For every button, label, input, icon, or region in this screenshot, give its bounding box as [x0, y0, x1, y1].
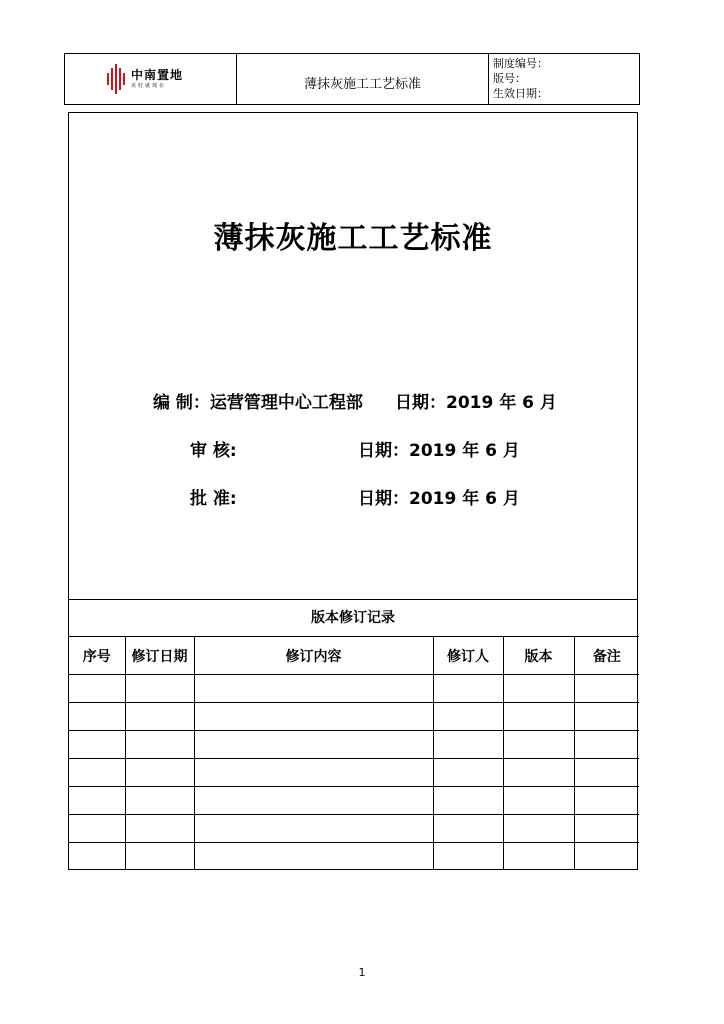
table-cell [433, 703, 503, 731]
table-cell [574, 703, 639, 731]
table-row [69, 787, 639, 815]
table-cell [69, 843, 125, 871]
table-cell [574, 787, 639, 815]
table-cell [194, 843, 433, 871]
table-cell [574, 675, 639, 703]
table-cell [194, 759, 433, 787]
table-cell [194, 787, 433, 815]
company-logo [65, 54, 237, 104]
table-cell [503, 815, 574, 843]
approve-date: 日期：2019 年 6 月 [358, 489, 520, 509]
page-header [64, 53, 640, 105]
table-cell [574, 731, 639, 759]
table-cell [69, 759, 125, 787]
table-cell [503, 675, 574, 703]
table-cell [503, 731, 574, 759]
table-cell [574, 759, 639, 787]
col-version: 版本 [503, 637, 574, 675]
table-cell [194, 815, 433, 843]
col-remarks: 备注 [574, 637, 639, 675]
document-title: 薄抹灰施工工艺标准 [213, 221, 493, 256]
table-cell [503, 787, 574, 815]
table-cell [194, 675, 433, 703]
table-cell [433, 815, 503, 843]
table-cell [574, 843, 639, 871]
table-row [69, 759, 639, 787]
revision-header-row [69, 637, 639, 675]
table-cell [574, 815, 639, 843]
table-cell [69, 675, 125, 703]
cover-frame [68, 112, 638, 870]
page-number: 1 [358, 966, 366, 979]
table-cell [503, 703, 574, 731]
table-row [69, 731, 639, 759]
table-cell [125, 703, 194, 731]
table-cell [433, 787, 503, 815]
table-cell [433, 731, 503, 759]
table-row [69, 815, 639, 843]
effective-date-label: 生效日期： [493, 87, 548, 100]
table-cell [125, 675, 194, 703]
compile-date: 日期：2019 年 6 月 [395, 393, 557, 413]
col-index: 序号 [69, 637, 125, 675]
table-cell [433, 843, 503, 871]
doc-number-label: 制度编号： [493, 57, 548, 70]
approve-label: 批 准: [190, 489, 237, 509]
table-row [69, 675, 639, 703]
col-date: 修订日期 [125, 637, 194, 675]
table-cell [194, 731, 433, 759]
table-cell [69, 731, 125, 759]
table-cell [125, 843, 194, 871]
table-cell [125, 815, 194, 843]
version-label: 版号： [493, 72, 526, 85]
col-reviser: 修订人 [433, 637, 503, 675]
table-cell [433, 675, 503, 703]
revision-record-title: 版本修订记录 [69, 599, 637, 637]
col-content: 修订内容 [194, 637, 433, 675]
logo-slogan: 美好就现在 [131, 83, 167, 89]
logo-mark-icon [107, 64, 125, 94]
table-row [69, 703, 639, 731]
review-date: 日期：2019 年 6 月 [358, 441, 520, 461]
header-meta [489, 54, 639, 104]
compile-label: 编 制：运营管理中心工程部 [153, 393, 363, 413]
table-cell [503, 843, 574, 871]
header-title: 薄抹灰施工工艺标准 [237, 54, 489, 104]
table-cell [69, 787, 125, 815]
table-row [69, 843, 639, 871]
table-cell [125, 787, 194, 815]
table-cell [125, 731, 194, 759]
table-cell [125, 759, 194, 787]
table-cell [69, 815, 125, 843]
revision-table [69, 636, 639, 870]
review-label: 审 核: [190, 441, 237, 461]
logo-name: 中南置地 [131, 68, 184, 82]
table-cell [69, 703, 125, 731]
table-cell [503, 759, 574, 787]
table-cell [433, 759, 503, 787]
table-cell [194, 703, 433, 731]
